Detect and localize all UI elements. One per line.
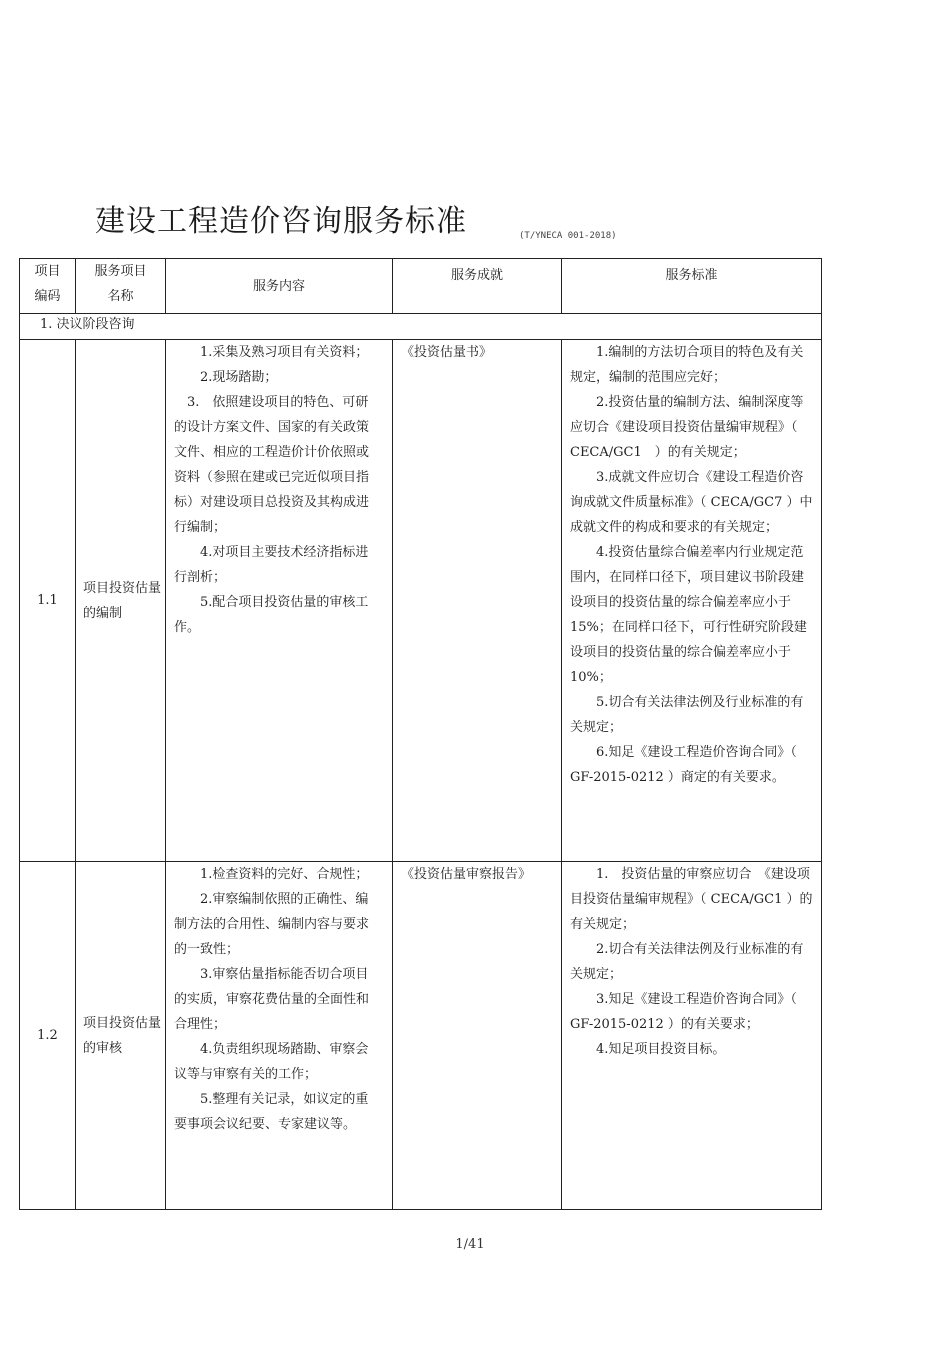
content-item: 2.审察编制依照的正确性、编制方法的合用性、编制内容与要求的一致性；: [174, 892, 370, 957]
stage-row: [20, 314, 822, 340]
standard-item: 2.投资估量的编制方法、编制深度等应切合《建设项目投资估量编审规程》（ CECA/GC1 ）的有关规定；: [570, 395, 811, 460]
content-item: 4.对项目主要技术经济指标进行剖析；: [174, 545, 369, 585]
standard-item: 6.知足《建设工程造价咨询合同》（ GF-2015-0212 ）商定的有关要求。: [570, 745, 797, 785]
stage-label: 1. 决议阶段咨询: [20, 314, 822, 340]
standard-item: 4.投资估量综合偏差率内行业规定范围内，在同样口径下，项目建议书阶段建设项目的投资估量的综合偏差率应小于 15%；在同样口径下，可行性研究阶段建设项目的投资估量的综合偏差率应小于 10%；: [570, 545, 807, 685]
standard-item: 4.知足项目投资目标。: [596, 1042, 726, 1057]
content-item: 4.负责组织现场踏勘、审察会议等与审察有关的工作；: [174, 1042, 369, 1082]
header-content: 服务内容: [166, 259, 393, 314]
row-deliverable: 《投资估量书》: [393, 340, 562, 862]
row-deliverable: 《投资估量审察报告》: [393, 862, 562, 1210]
row-standard: [562, 340, 822, 862]
content-item: 1.检查资料的完好、合规性；: [200, 867, 369, 882]
content-item: 1.采集及熟习项目有关资料；: [200, 345, 369, 360]
standard-item: 3.成就文件应切合《建设工程造价咨询成就文件质量标准》（ CECA/GC7 ）中成就文件的构成和要求的有关规定；: [570, 470, 813, 535]
row-service-name: 项目投资估量的审核: [76, 862, 166, 1210]
row-code: 1.2: [20, 862, 76, 1210]
content-item: 5.整理有关记录，如议定的重要事项会议纪要、专家建议等。: [174, 1092, 369, 1132]
standard-code: (T/YNECA 001-2018): [519, 231, 617, 241]
row-standard: [562, 862, 822, 1210]
row-content: [166, 862, 393, 1210]
standard-item: 1.编制的方法切合项目的特色及有关规定，编制的范围应完好；: [570, 345, 804, 385]
table-header-row: [20, 259, 822, 314]
table-row: [20, 862, 822, 1210]
header-name-label: 服务项目名称: [94, 264, 147, 304]
header-code: [20, 259, 76, 314]
standard-item: 1. 投资估量的审察应切合 《建设项目投资估量编审规程》（ CECA/GC1 ）的有关规定；: [570, 867, 813, 932]
row-code: 1.1: [20, 340, 76, 862]
table-row: [20, 340, 822, 862]
content-item: 3.审察估量指标能否切合项目的实质，审察花费估量的全面性和合理性；: [174, 967, 370, 1032]
page-number: 1/41: [455, 1237, 485, 1252]
document-title: 建设工程造价咨询服务标准: [95, 204, 467, 239]
header-name: [76, 259, 166, 314]
content-item: 2.现场踏勘；: [200, 370, 278, 385]
standard-item: 5.切合有关法律法例及行业标准的有关规定；: [570, 695, 804, 735]
header-deliverable: 服务成就: [393, 259, 562, 314]
row-content: [166, 340, 393, 862]
row-service-name: 项目投资估量的编制: [76, 340, 166, 862]
content-item: 5.配合项目投资估量的审核工作。: [174, 595, 369, 635]
standard-item: 2.切合有关法律法例及行业标准的有关规定；: [570, 942, 804, 982]
standard-item: 3.知足《建设工程造价咨询合同》（ GF-2015-0212 ）的有关要求；: [570, 992, 797, 1032]
service-standard-table: [19, 258, 822, 1210]
content-item: 3. 依照建设项目的特色、可研的设计方案文件、国家的有关政策文件、相应的工程造价计价依照或资料（参照在建或已完近似项目指标）对建设项目总投资及其构成进行编制；: [174, 395, 370, 535]
header-standard: 服务标准: [562, 259, 822, 314]
header-code-label: 项目编码: [34, 264, 61, 304]
